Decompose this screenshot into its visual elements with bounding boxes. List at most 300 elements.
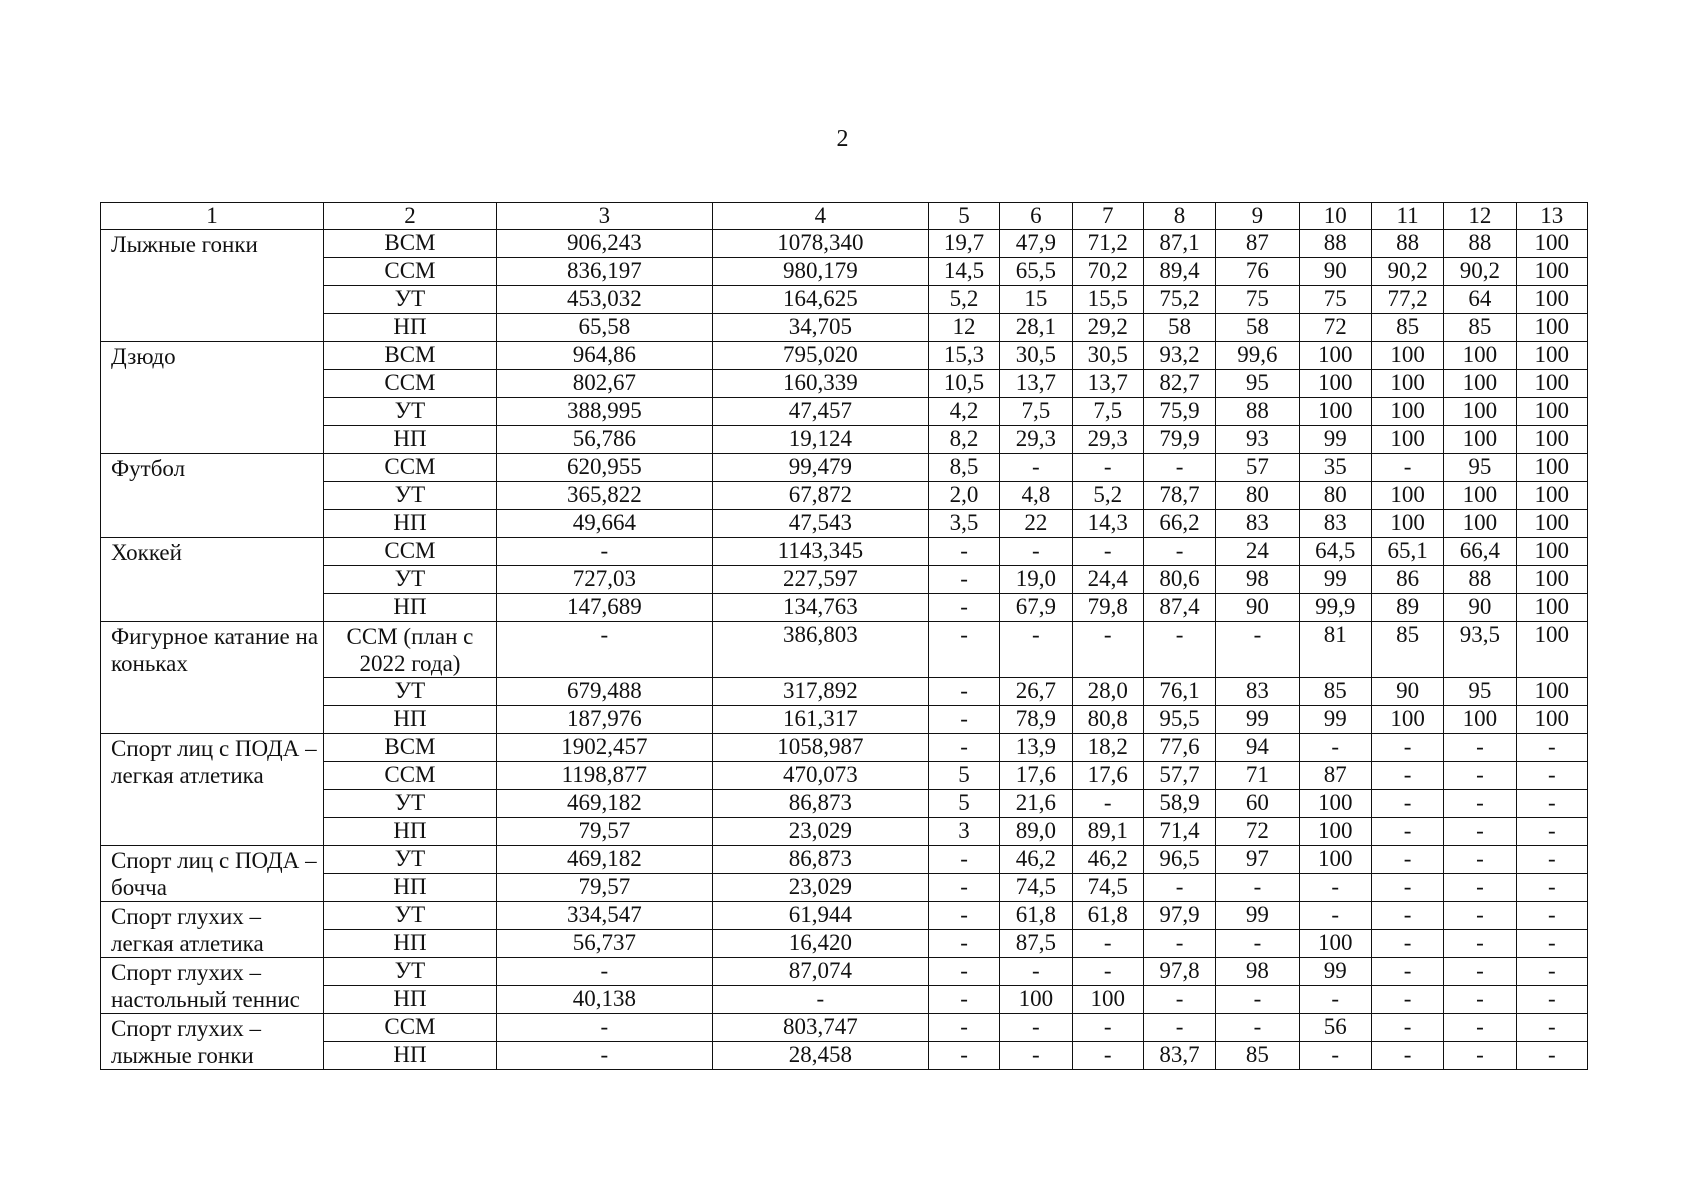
table-row <box>101 398 1588 426</box>
value-cell: 81 <box>1299 622 1371 678</box>
value-cell: 147,689 <box>496 594 712 622</box>
value-cell: 56,786 <box>496 426 712 454</box>
table-row <box>101 538 1588 566</box>
table-row <box>101 482 1588 510</box>
training-stage-cell: ССМ <box>324 762 497 790</box>
value-cell: 28,1 <box>1000 314 1072 342</box>
value-cell: - <box>1371 874 1443 902</box>
value-cell: 89,1 <box>1072 818 1143 846</box>
value-cell: 85 <box>1371 622 1443 678</box>
value-cell: - <box>1444 874 1516 902</box>
sport-name-cell: Дзюдо <box>101 342 324 454</box>
value-cell: 61,8 <box>1000 902 1072 930</box>
table-row <box>101 286 1588 314</box>
value-cell: 100 <box>1516 566 1587 594</box>
column-number: 12 <box>1444 203 1516 230</box>
value-cell: 23,029 <box>712 874 928 902</box>
column-number: 8 <box>1143 203 1215 230</box>
value-cell: - <box>1000 1014 1072 1042</box>
value-cell: 100 <box>1299 790 1371 818</box>
value-cell: - <box>1444 1042 1516 1070</box>
value-cell: - <box>928 986 999 1014</box>
value-cell: 65,5 <box>1000 258 1072 286</box>
value-cell: - <box>1371 734 1443 762</box>
value-cell: - <box>928 566 999 594</box>
value-cell: 70,2 <box>1072 258 1143 286</box>
value-cell: 30,5 <box>1000 342 1072 370</box>
value-cell: - <box>1072 622 1143 678</box>
value-cell: 98 <box>1216 566 1299 594</box>
value-cell: 89,0 <box>1000 818 1072 846</box>
value-cell: - <box>1299 874 1371 902</box>
value-cell: 57,7 <box>1143 762 1215 790</box>
value-cell: 5 <box>928 762 999 790</box>
value-cell: 17,6 <box>1072 762 1143 790</box>
value-cell: 90 <box>1216 594 1299 622</box>
value-cell: 67,9 <box>1000 594 1072 622</box>
value-cell: 75 <box>1299 286 1371 314</box>
value-cell: 78,9 <box>1000 706 1072 734</box>
value-cell: 75 <box>1216 286 1299 314</box>
value-cell: 15 <box>1000 286 1072 314</box>
value-cell: 1902,457 <box>496 734 712 762</box>
value-cell: 87,4 <box>1143 594 1215 622</box>
column-number: 10 <box>1299 203 1371 230</box>
sport-name-cell: Хоккей <box>101 538 324 622</box>
value-cell: - <box>1444 902 1516 930</box>
value-cell: 83,7 <box>1143 1042 1215 1070</box>
table-row <box>101 426 1588 454</box>
training-stage-cell: ССМ (план с 2022 года) <box>324 622 497 678</box>
sport-name-cell: Спорт лиц с ПОДА – легкая атлетика <box>101 734 324 846</box>
training-stage-cell: ВСМ <box>324 230 497 258</box>
value-cell: - <box>1371 986 1443 1014</box>
value-cell: - <box>1000 538 1072 566</box>
column-number: 9 <box>1216 203 1299 230</box>
value-cell: - <box>1371 762 1443 790</box>
value-cell: 71,2 <box>1072 230 1143 258</box>
sport-name-cell: Спорт глухих – легкая атлетика <box>101 902 324 958</box>
value-cell: 72 <box>1299 314 1371 342</box>
table-row <box>101 958 1588 986</box>
value-cell: 97,9 <box>1143 902 1215 930</box>
value-cell: - <box>1444 818 1516 846</box>
value-cell: 95 <box>1216 370 1299 398</box>
value-cell: - <box>1444 790 1516 818</box>
value-cell: - <box>1143 622 1215 678</box>
value-cell: 100 <box>1516 538 1587 566</box>
table-row <box>101 986 1588 1014</box>
value-cell: 95 <box>1444 454 1516 482</box>
value-cell: - <box>1143 538 1215 566</box>
training-stage-cell: УТ <box>324 398 497 426</box>
value-cell: - <box>1000 1042 1072 1070</box>
value-cell: 24 <box>1216 538 1299 566</box>
value-cell: 1058,987 <box>712 734 928 762</box>
value-cell: 79,57 <box>496 874 712 902</box>
value-cell: 76,1 <box>1143 678 1215 706</box>
table-row <box>101 818 1588 846</box>
training-stage-cell: НП <box>324 314 497 342</box>
value-cell: 28,0 <box>1072 678 1143 706</box>
value-cell: 89 <box>1371 594 1443 622</box>
value-cell: 29,3 <box>1000 426 1072 454</box>
value-cell: 74,5 <box>1000 874 1072 902</box>
value-cell: - <box>1371 454 1443 482</box>
value-cell: 79,9 <box>1143 426 1215 454</box>
training-stage-cell: ССМ <box>324 454 497 482</box>
value-cell: 453,032 <box>496 286 712 314</box>
value-cell: 60 <box>1216 790 1299 818</box>
value-cell: 99,479 <box>712 454 928 482</box>
value-cell: 19,0 <box>1000 566 1072 594</box>
table-row <box>101 258 1588 286</box>
value-cell: 386,803 <box>712 622 928 678</box>
value-cell: 160,339 <box>712 370 928 398</box>
value-cell: - <box>1143 930 1215 958</box>
value-cell: 22 <box>1000 510 1072 538</box>
sport-name-cell: Фигурное катание на коньках <box>101 622 324 734</box>
value-cell: 99 <box>1299 566 1371 594</box>
value-cell: 99 <box>1299 958 1371 986</box>
value-cell: 469,182 <box>496 846 712 874</box>
value-cell: - <box>1444 986 1516 1014</box>
value-cell: 100 <box>1299 342 1371 370</box>
column-number: 13 <box>1516 203 1587 230</box>
value-cell: 99,6 <box>1216 342 1299 370</box>
value-cell: 5 <box>928 790 999 818</box>
training-stage-cell: НП <box>324 986 497 1014</box>
value-cell: 47,457 <box>712 398 928 426</box>
value-cell: 85 <box>1216 1042 1299 1070</box>
value-cell: 58 <box>1143 314 1215 342</box>
value-cell: 100 <box>1371 510 1443 538</box>
value-cell: 85 <box>1371 314 1443 342</box>
value-cell: 88 <box>1444 566 1516 594</box>
value-cell: 77,2 <box>1371 286 1443 314</box>
value-cell: 83 <box>1216 510 1299 538</box>
sport-name-cell: Спорт лиц с ПОДА – бочча <box>101 846 324 902</box>
value-cell: - <box>496 538 712 566</box>
value-cell: 8,5 <box>928 454 999 482</box>
table-row <box>101 762 1588 790</box>
value-cell: 1143,345 <box>712 538 928 566</box>
value-cell: 76 <box>1216 258 1299 286</box>
value-cell: - <box>1444 930 1516 958</box>
value-cell: - <box>1000 622 1072 678</box>
value-cell: - <box>1000 454 1072 482</box>
value-cell: 161,317 <box>712 706 928 734</box>
value-cell: - <box>496 1014 712 1042</box>
sport-name-cell: Футбол <box>101 454 324 538</box>
value-cell: - <box>1143 986 1215 1014</box>
value-cell: 100 <box>1516 706 1587 734</box>
value-cell: 90 <box>1299 258 1371 286</box>
value-cell: - <box>1143 1014 1215 1042</box>
table-row <box>101 622 1588 678</box>
value-cell: 86 <box>1371 566 1443 594</box>
value-cell: - <box>928 1042 999 1070</box>
value-cell: - <box>928 874 999 902</box>
value-cell: - <box>1444 846 1516 874</box>
value-cell: - <box>1072 1014 1143 1042</box>
value-cell: - <box>1371 1014 1443 1042</box>
value-cell: 100 <box>1299 818 1371 846</box>
value-cell: - <box>1444 762 1516 790</box>
value-cell: - <box>1072 1042 1143 1070</box>
value-cell: 100 <box>1299 930 1371 958</box>
value-cell: - <box>1444 734 1516 762</box>
value-cell: - <box>1371 1042 1443 1070</box>
value-cell: 100 <box>1516 342 1587 370</box>
value-cell: 100 <box>1444 510 1516 538</box>
table-row <box>101 314 1588 342</box>
value-cell: 21,6 <box>1000 790 1072 818</box>
training-stage-cell: УТ <box>324 566 497 594</box>
value-cell: 56,737 <box>496 930 712 958</box>
table-row <box>101 930 1588 958</box>
value-cell: - <box>1143 874 1215 902</box>
value-cell: - <box>1299 902 1371 930</box>
training-stage-cell: УТ <box>324 846 497 874</box>
value-cell: 97,8 <box>1143 958 1215 986</box>
value-cell: 100 <box>1444 398 1516 426</box>
training-stage-cell: НП <box>324 930 497 958</box>
value-cell: 85 <box>1444 314 1516 342</box>
value-cell: 334,547 <box>496 902 712 930</box>
value-cell: - <box>1444 958 1516 986</box>
value-cell: 99 <box>1216 706 1299 734</box>
value-cell: - <box>1516 1014 1587 1042</box>
value-cell: 469,182 <box>496 790 712 818</box>
value-cell: 88 <box>1216 398 1299 426</box>
training-stage-cell: УТ <box>324 678 497 706</box>
value-cell: 100 <box>1516 230 1587 258</box>
value-cell: 90,2 <box>1371 258 1443 286</box>
value-cell: 100 <box>1371 370 1443 398</box>
value-cell: - <box>1516 762 1587 790</box>
value-cell: - <box>1516 818 1587 846</box>
value-cell: 100 <box>1072 986 1143 1014</box>
table-row <box>101 790 1588 818</box>
table-row <box>101 678 1588 706</box>
value-cell: 99 <box>1299 706 1371 734</box>
value-cell: 4,2 <box>928 398 999 426</box>
value-cell: 87,1 <box>1143 230 1215 258</box>
value-cell: 100 <box>1516 510 1587 538</box>
value-cell: 100 <box>1516 454 1587 482</box>
value-cell: - <box>1516 986 1587 1014</box>
value-cell: - <box>928 1014 999 1042</box>
value-cell: 227,597 <box>712 566 928 594</box>
value-cell: 77,6 <box>1143 734 1215 762</box>
value-cell: 64 <box>1444 286 1516 314</box>
value-cell: - <box>1216 986 1299 1014</box>
value-cell: 75,9 <box>1143 398 1215 426</box>
value-cell: - <box>1516 930 1587 958</box>
value-cell: - <box>1371 902 1443 930</box>
value-cell: - <box>928 622 999 678</box>
value-cell: 980,179 <box>712 258 928 286</box>
value-cell: 100 <box>1371 482 1443 510</box>
value-cell: 15,3 <box>928 342 999 370</box>
value-cell: 24,4 <box>1072 566 1143 594</box>
value-cell: 100 <box>1371 426 1443 454</box>
value-cell: 80 <box>1216 482 1299 510</box>
value-cell: 78,7 <box>1143 482 1215 510</box>
value-cell: 5,2 <box>928 286 999 314</box>
training-stage-cell: ВСМ <box>324 342 497 370</box>
table-row <box>101 510 1588 538</box>
value-cell: 75,2 <box>1143 286 1215 314</box>
training-stage-cell: ССМ <box>324 538 497 566</box>
value-cell: 100 <box>1371 706 1443 734</box>
column-number: 11 <box>1371 203 1443 230</box>
value-cell: 100 <box>1444 706 1516 734</box>
value-cell: 83 <box>1216 678 1299 706</box>
value-cell: - <box>1371 818 1443 846</box>
value-cell: 100 <box>1299 370 1371 398</box>
value-cell: - <box>928 594 999 622</box>
value-cell: 17,6 <box>1000 762 1072 790</box>
training-stage-cell: НП <box>324 594 497 622</box>
value-cell: 85 <box>1299 678 1371 706</box>
value-cell: - <box>1216 930 1299 958</box>
value-cell: 93,5 <box>1444 622 1516 678</box>
value-cell: 95,5 <box>1143 706 1215 734</box>
value-cell: 72 <box>1216 818 1299 846</box>
value-cell: - <box>1299 734 1371 762</box>
value-cell: 98 <box>1216 958 1299 986</box>
value-cell: 61,944 <box>712 902 928 930</box>
value-cell: 71,4 <box>1143 818 1215 846</box>
value-cell: - <box>1216 1014 1299 1042</box>
value-cell: 99 <box>1299 426 1371 454</box>
value-cell: 803,747 <box>712 1014 928 1042</box>
sport-name-cell: Спорт глухих – настольный теннис <box>101 958 324 1014</box>
table-row <box>101 1042 1588 1070</box>
value-cell: 30,5 <box>1072 342 1143 370</box>
value-cell: - <box>496 958 712 986</box>
value-cell: - <box>1072 958 1143 986</box>
value-cell: 100 <box>1516 678 1587 706</box>
value-cell: 23,029 <box>712 818 928 846</box>
value-cell: 3 <box>928 818 999 846</box>
value-cell: 47,543 <box>712 510 928 538</box>
value-cell: - <box>1072 538 1143 566</box>
value-cell: 80,6 <box>1143 566 1215 594</box>
value-cell: 79,57 <box>496 818 712 846</box>
sports-financing-table <box>100 202 1588 1070</box>
value-cell: 58,9 <box>1143 790 1215 818</box>
table-row <box>101 342 1588 370</box>
value-cell: 100 <box>1516 482 1587 510</box>
value-cell: 795,020 <box>712 342 928 370</box>
column-number: 1 <box>101 203 324 230</box>
value-cell: 83 <box>1299 510 1371 538</box>
value-cell: 57 <box>1216 454 1299 482</box>
value-cell: 49,664 <box>496 510 712 538</box>
column-number: 4 <box>712 203 928 230</box>
value-cell: 164,625 <box>712 286 928 314</box>
value-cell: 74,5 <box>1072 874 1143 902</box>
table-row <box>101 454 1588 482</box>
value-cell: 80,8 <box>1072 706 1143 734</box>
value-cell: 34,705 <box>712 314 928 342</box>
value-cell: 80 <box>1299 482 1371 510</box>
training-stage-cell: НП <box>324 706 497 734</box>
training-stage-cell: УТ <box>324 286 497 314</box>
training-stage-cell: НП <box>324 818 497 846</box>
value-cell: - <box>1371 958 1443 986</box>
table-body <box>101 230 1588 1070</box>
value-cell: 100 <box>1299 398 1371 426</box>
value-cell: 88 <box>1444 230 1516 258</box>
value-cell: 90 <box>1371 678 1443 706</box>
value-cell: 4,8 <box>1000 482 1072 510</box>
value-cell: - <box>712 986 928 1014</box>
value-cell: 964,86 <box>496 342 712 370</box>
value-cell: - <box>1072 454 1143 482</box>
value-cell: - <box>1072 790 1143 818</box>
value-cell: - <box>1516 958 1587 986</box>
value-cell: 87 <box>1216 230 1299 258</box>
value-cell: - <box>1000 958 1072 986</box>
value-cell: 64,5 <box>1299 538 1371 566</box>
value-cell: 58 <box>1216 314 1299 342</box>
value-cell: 86,873 <box>712 790 928 818</box>
value-cell: - <box>1299 986 1371 1014</box>
value-cell: - <box>1143 454 1215 482</box>
value-cell: - <box>928 958 999 986</box>
value-cell: - <box>928 734 999 762</box>
value-cell: 10,5 <box>928 370 999 398</box>
value-cell: - <box>1072 930 1143 958</box>
value-cell: - <box>1371 790 1443 818</box>
value-cell: 46,2 <box>1072 846 1143 874</box>
value-cell: - <box>1516 1042 1587 1070</box>
value-cell: 99 <box>1216 902 1299 930</box>
value-cell: 66,2 <box>1143 510 1215 538</box>
value-cell: 100 <box>1516 286 1587 314</box>
table-row <box>101 734 1588 762</box>
column-number: 7 <box>1072 203 1143 230</box>
value-cell: 29,3 <box>1072 426 1143 454</box>
value-cell: - <box>1216 622 1299 678</box>
value-cell: 100 <box>1516 398 1587 426</box>
value-cell: 93 <box>1216 426 1299 454</box>
value-cell: - <box>1444 1014 1516 1042</box>
value-cell: 7,5 <box>1072 398 1143 426</box>
value-cell: 187,976 <box>496 706 712 734</box>
training-stage-cell: УТ <box>324 958 497 986</box>
value-cell: 19,7 <box>928 230 999 258</box>
value-cell: 16,420 <box>712 930 928 958</box>
value-cell: 679,488 <box>496 678 712 706</box>
value-cell: 99,9 <box>1299 594 1371 622</box>
value-cell: 317,892 <box>712 678 928 706</box>
value-cell: 802,67 <box>496 370 712 398</box>
value-cell: 35 <box>1299 454 1371 482</box>
value-cell: 93,2 <box>1143 342 1215 370</box>
value-cell: 14,5 <box>928 258 999 286</box>
value-cell: 3,5 <box>928 510 999 538</box>
value-cell: 86,873 <box>712 846 928 874</box>
value-cell: - <box>1371 930 1443 958</box>
value-cell: 7,5 <box>1000 398 1072 426</box>
value-cell: 61,8 <box>1072 902 1143 930</box>
value-cell: 100 <box>1444 482 1516 510</box>
